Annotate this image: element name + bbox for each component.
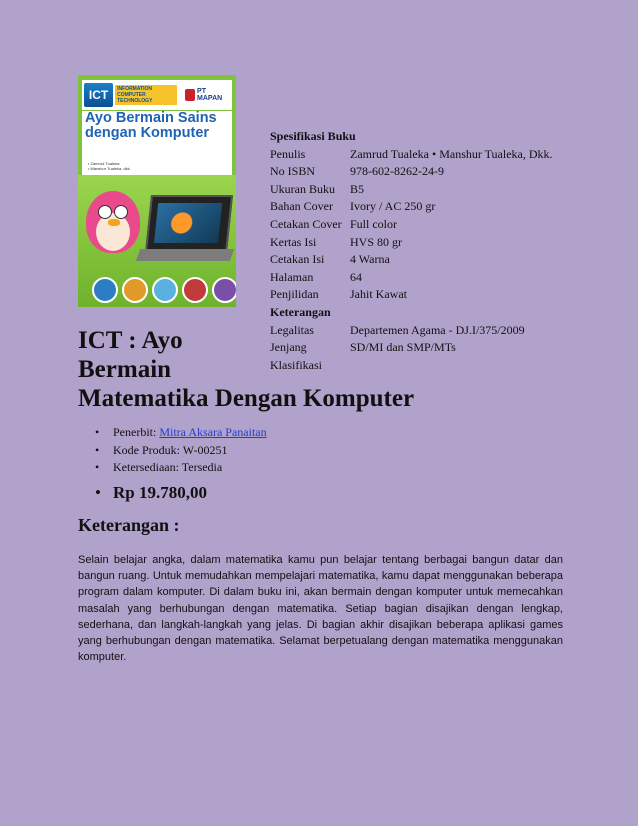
spec-key: Klasifikasi [270,357,322,372]
cover-author: • Manshur Tualeka, dkk. [88,166,131,171]
product-info-list [95,424,267,477]
spec-key: Halaman [270,269,314,284]
list-item-product-code: • Kode Produk: W-00251 [95,442,267,460]
spec-row-size [270,181,553,199]
description-text: Selain belajar angka, dalam matematika kamu pun belajar tentang berbagai bangun datar dan bangun ruang. Untuk memudahkan mempelajari matematika, kamu dapat menggunakan beberapa program dalam komputer. Di dalam buku ini, akan bermain dengan komputer untuk memecahkan masalah yang berhubungan dengan matematika. Setiap bagian disajikan dengan lengkap, sederhana, dan langkah-langkah yang jelas. Di bagian akhir disajikan beberapa aplikasi games yang berhubungan dengan matematika. Selamat berpetualang dengan matematika menggunakan komputer. [78,554,563,664]
list-item-publisher [95,424,267,442]
penguin-eye [98,205,112,219]
publisher-label: Penerbit: [113,425,160,439]
fish-icon [154,203,222,243]
spec-key: Penulis [270,146,306,161]
spec-key: Ukuran Buku [270,181,335,196]
product-price: • Rp 19.780,00 [95,483,207,503]
cover-title-line: dengan Komputer [85,125,210,141]
spec-value: SD/MI dan SMP/MTs [350,340,456,355]
photo-tile [92,277,118,303]
spec-heading: Spesifikasi Buku [270,129,356,143]
list-item-availability: • Ketersediaan: Tersedia [95,459,267,477]
photo-tile [152,277,178,303]
spec-key: Legalitas [270,322,314,337]
spec-key: Cetakan Isi [270,252,325,267]
spec-row-binding [270,286,553,304]
product-title [78,326,558,413]
publisher-link[interactable]: Mitra Aksara Panaitan [159,425,267,439]
spec-key: Jenjang [270,340,307,355]
book-cover-image [78,75,236,307]
spec-value: 978-602-8262-24-9 [350,164,444,179]
publisher-logo-text: PT MAPAN [197,88,223,102]
spec-row-print [270,251,553,269]
spec-key: No ISBN [270,164,316,179]
ict-logo-words [115,85,177,105]
spec-value: 4 Warna [350,252,390,267]
spec-key: Kertas Isi [270,234,317,249]
penguin-eye [114,205,128,219]
cover-illustration [78,175,236,307]
ict-word: TECHNOLOGY [117,98,153,104]
description-heading: Keterangan : [78,515,180,535]
cover-header [82,80,232,110]
spec-key: Penjilidan [270,287,319,302]
spec-value: Zamrud Tualeka • Manshur Tualeka, Dkk. [350,146,553,161]
ict-word: INFORMATION [117,86,153,92]
publisher-logo [185,88,232,102]
laptop-base [136,249,234,261]
spec-key: Bahan Cover [270,199,333,214]
spec-row-isbn [270,163,553,181]
spec-value: HVS 80 gr [350,234,403,249]
photo-tile [182,277,208,303]
publisher-mark-icon [185,89,195,101]
spec-row-author [270,146,553,164]
photo-tile [212,277,236,303]
spec-value: Full color [350,216,397,231]
spec-value: Departemen Agama - DJ.I/375/2009 [350,322,525,337]
spec-value: Jahit Kawat [350,287,407,302]
spec-value: Ivory / AC 250 gr [350,199,436,214]
cover-title [82,111,232,161]
spec-row-cover-print [270,216,553,234]
spec-heading-remarks: Keterangan [270,304,331,319]
title-line: Bermain [78,356,172,383]
cover-author: • Zamrud Tualeka [88,161,120,166]
spec-value: B5 [350,181,365,196]
cover-authors [82,161,232,175]
spec-key: Cetakan Cover [270,216,342,231]
ict-word: COMPUTER [117,92,146,98]
title-line: Matematika Dengan Komputer [78,385,415,412]
photo-tile [122,277,148,303]
cover-title-line: Ayo Bermain Sains [85,110,217,126]
cover-photo-tiles [92,277,236,303]
spec-value: 64 [350,269,362,284]
spec-row-paper [270,234,553,252]
spec-row-pages [270,269,553,287]
spec-row-cover-material [270,198,553,216]
laptop-icon [145,195,233,253]
penguin-beak [108,219,120,226]
title-line: ICT : Ayo [78,327,183,354]
ict-logo: ICT [84,83,113,107]
